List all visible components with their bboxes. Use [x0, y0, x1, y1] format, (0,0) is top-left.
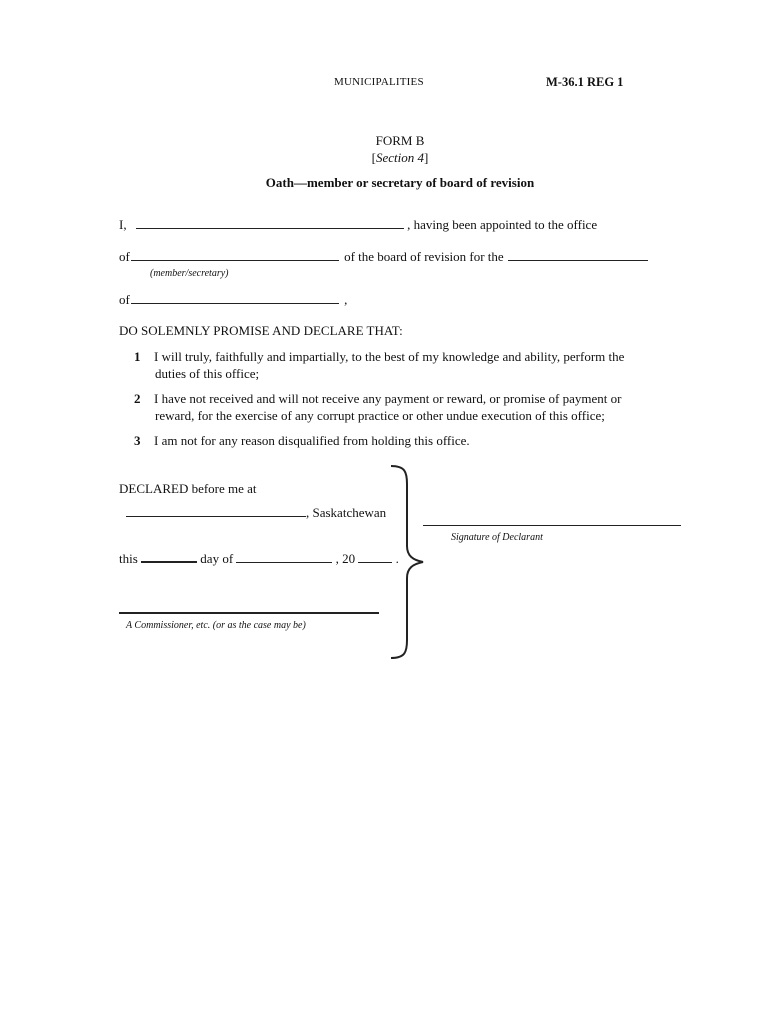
declared-location-line	[126, 505, 386, 521]
oath-line-2	[119, 249, 648, 265]
role-hint: (member/secretary)	[150, 268, 229, 279]
declarant-name-blank[interactable]	[136, 217, 404, 229]
header-title: MUNICIPALITIES	[334, 76, 424, 88]
form-title: FORM B	[375, 133, 425, 148]
oath-line-3-prefix: of	[119, 292, 130, 307]
declaration-item-1: 1 I will truly, faithfully and impartially, to the best of my knowledge and ability, perform the duties of this office;	[134, 349, 625, 381]
oath-line-1-prefix: I,	[119, 217, 127, 232]
office-blank[interactable]	[131, 249, 339, 261]
regulation-number: M-36.1 REG 1	[546, 75, 624, 89]
day-of-text: day of	[200, 551, 234, 566]
brace-icon	[385, 462, 430, 662]
oath-line-2-prefix: of	[119, 249, 130, 264]
declarant-label: Signature of Declarant	[451, 532, 543, 543]
oath-line-3	[119, 292, 347, 308]
oath-line-3-suffix: ,	[344, 292, 348, 307]
form-heading: Oath—member or secretary of board of revision	[265, 175, 535, 190]
declarant-signature-line[interactable]	[423, 525, 681, 526]
oath-line-1-suffix: , having been appointed to the office	[407, 217, 598, 232]
date-line	[119, 550, 399, 567]
form-section: [Section 4]	[371, 150, 429, 165]
item-number: 3	[134, 433, 141, 448]
declaration-item-2: 2 I have not received and will not receive any payment or reward, or promise of payment or reward, for the exercise of any corrupt practice or other undue execution of this office;	[134, 391, 622, 423]
location-blank[interactable]	[131, 292, 339, 304]
declared-before-text: DECLARED before me at	[119, 481, 257, 496]
declared-location-blank[interactable]	[126, 505, 306, 517]
declaration-intro: DO SOLEMNLY PROMISE AND DECLARE THAT:	[119, 323, 403, 338]
section-reference: Section 4	[375, 150, 424, 165]
commissioner-label: A Commissioner, etc. (or as the case may be)	[126, 620, 306, 631]
year-prefix-text: , 20	[335, 551, 356, 566]
date-period: .	[395, 551, 399, 566]
declaration-item-3: 3 I am not for any reason disqualified from holding this office.	[134, 433, 470, 448]
this-text: this	[119, 551, 138, 566]
day-blank[interactable]	[141, 550, 197, 563]
item-number: 2	[134, 391, 141, 406]
item-number: 1	[134, 349, 141, 364]
oath-line-2-middle: of the board of revision for the	[344, 249, 504, 264]
month-blank[interactable]	[236, 551, 332, 563]
oath-line-1	[119, 217, 597, 233]
province-text: , Saskatchewan	[306, 505, 387, 520]
municipality-blank[interactable]	[508, 249, 648, 261]
commissioner-signature-line[interactable]	[119, 612, 379, 614]
